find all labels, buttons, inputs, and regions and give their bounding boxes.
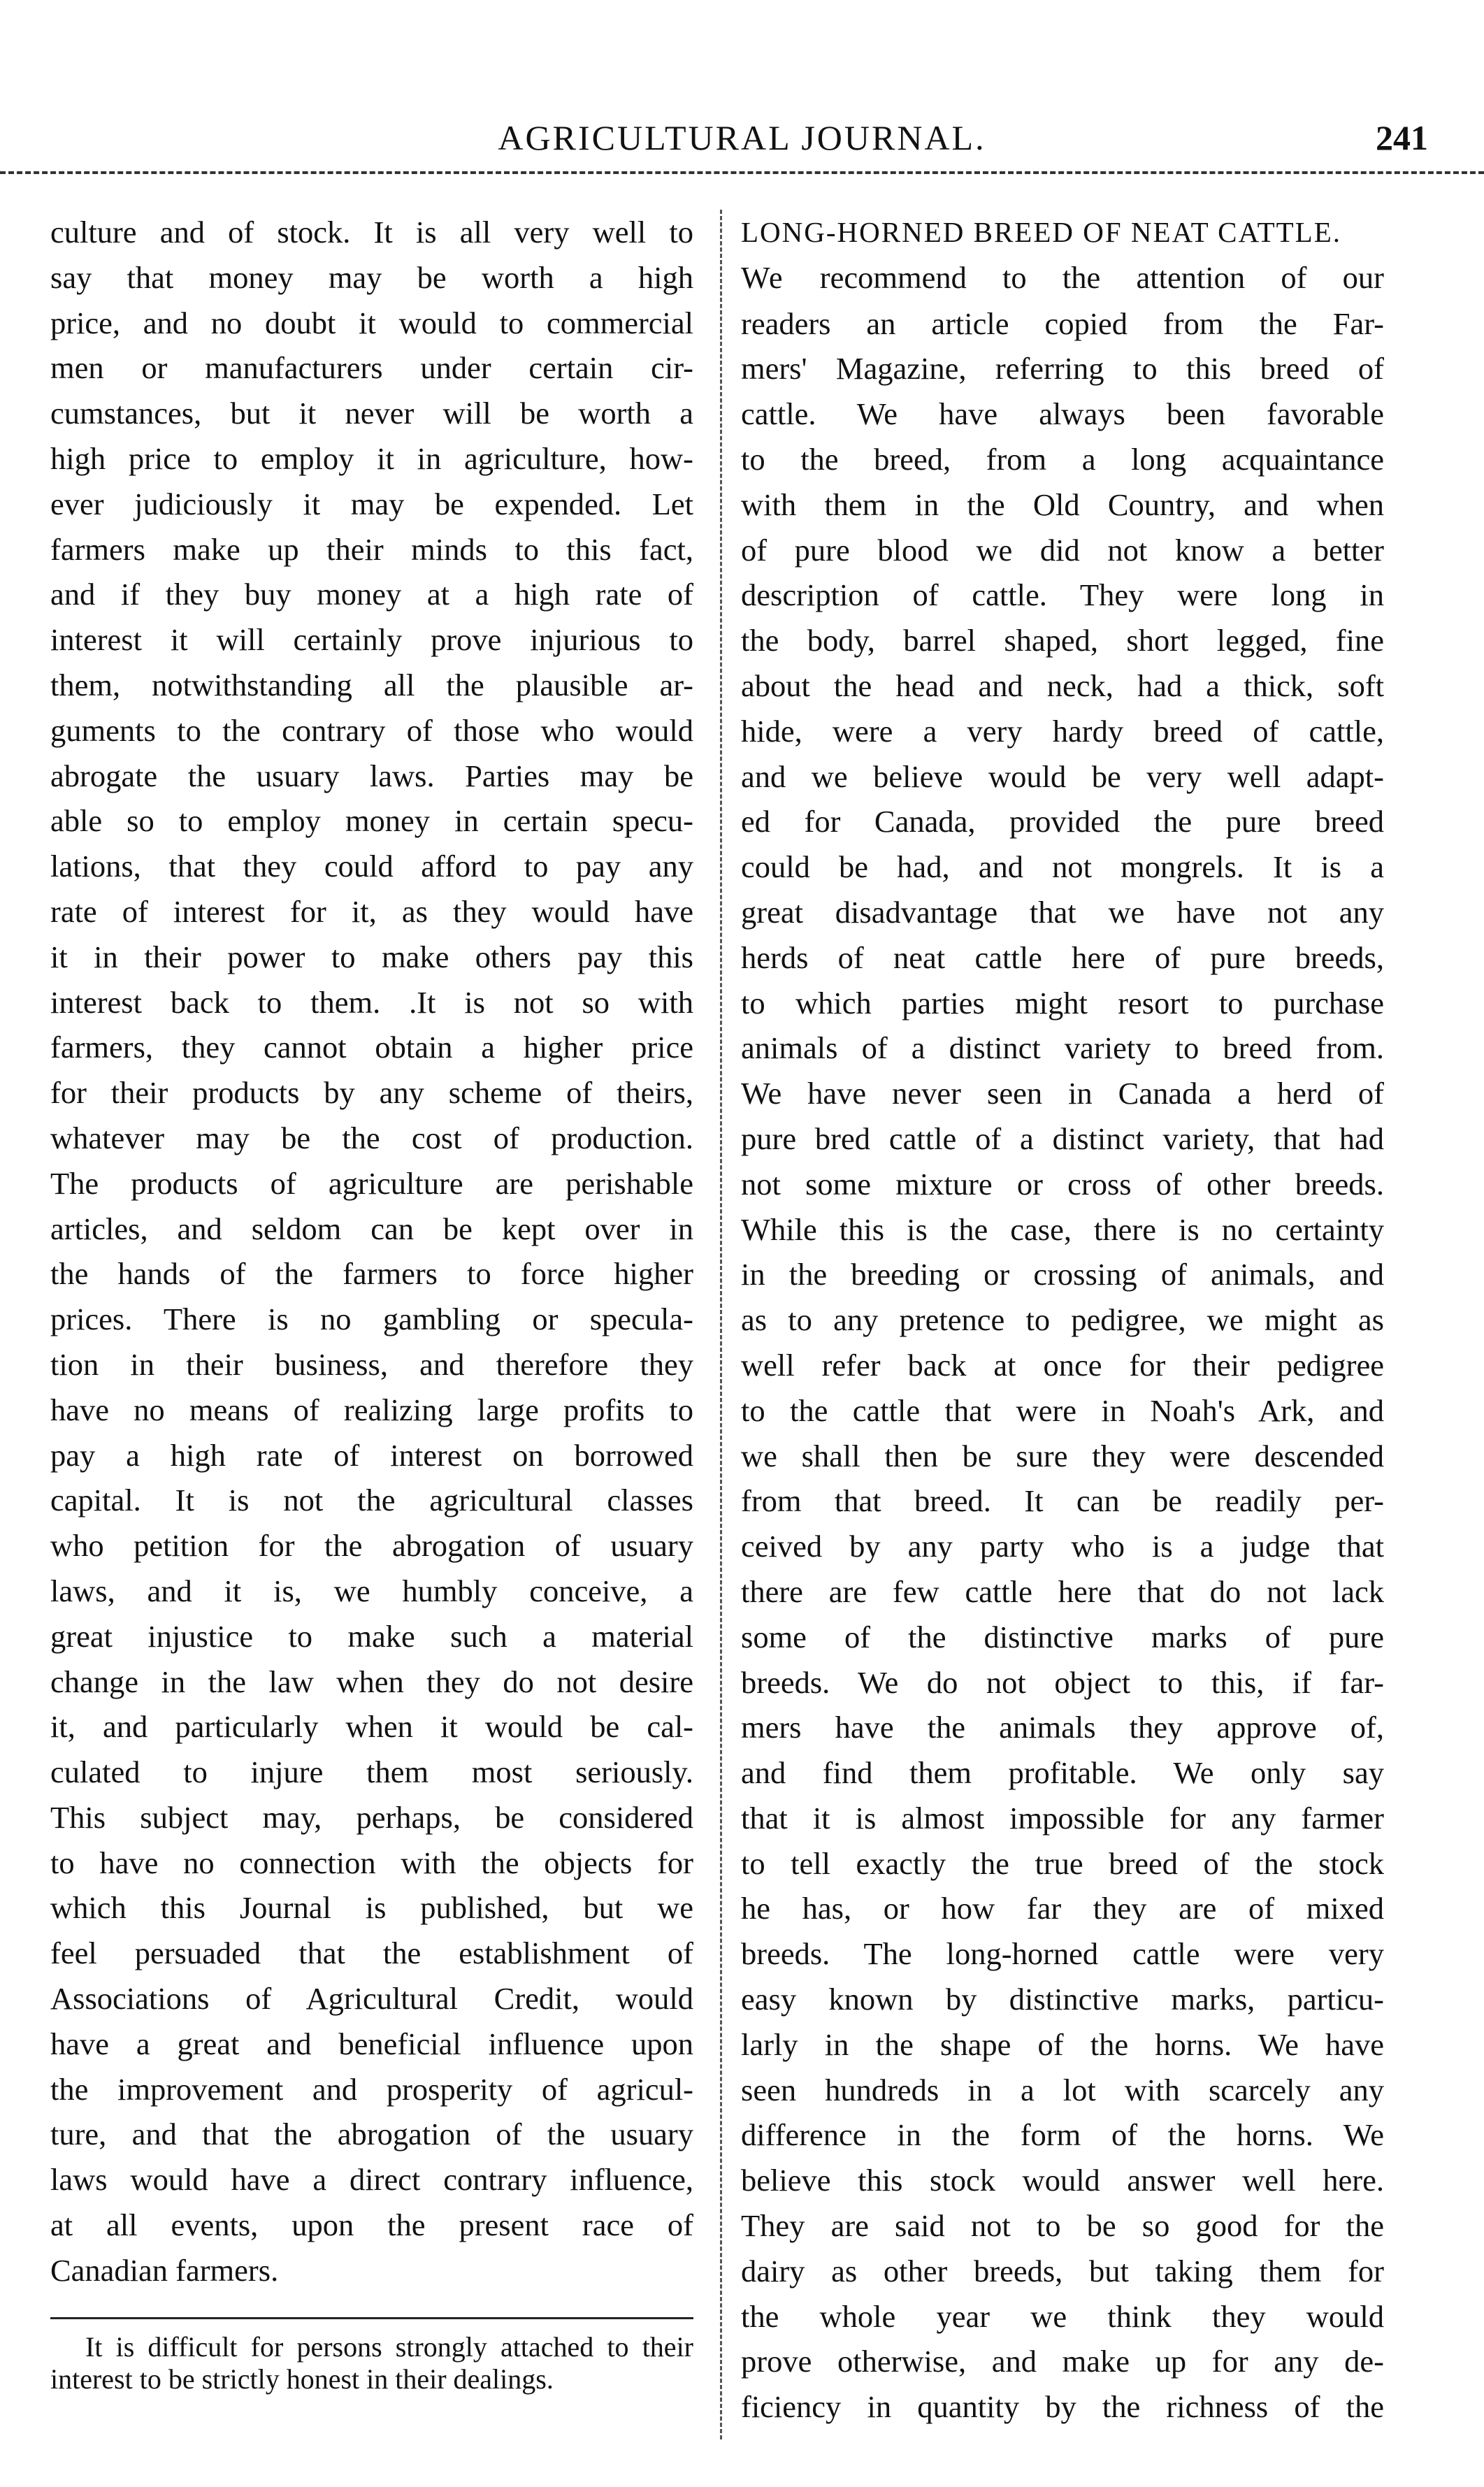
text-line: feel persuaded that the establishment of (50, 1935, 693, 1971)
text-line: high price to employ it in agriculture, how- (50, 440, 693, 476)
text-line: well refer back at once for their pedigree (741, 1347, 1384, 1383)
page-number: 241 (1376, 118, 1428, 157)
first-line-text: recommend to the attention of our (784, 259, 1384, 295)
journal-title: AGRICULTURAL JOURNAL. (498, 118, 986, 157)
text-line: farmers make up their minds to this fact, (50, 531, 693, 567)
page-header (49, 105, 1435, 168)
text-line: capital. It is not the agricultural classes (50, 1483, 693, 1518)
text-line: for their products by any scheme of theirs, (50, 1075, 693, 1111)
text-line: great injustice to make such a material (50, 1618, 693, 1654)
text-line: interest it will certainly prove injurious to (50, 622, 693, 658)
header-rule (0, 171, 1484, 174)
text-line: dairy as other breeds, but taking them for (741, 2253, 1384, 2288)
text-line: readers an article copied from the Far- (741, 305, 1384, 341)
text-line: price, and no doubt it would to commercial (50, 305, 693, 340)
text-line: culture and of stock. It is all very well to (50, 215, 693, 250)
text-line: guments to the contrary of those who would (50, 712, 693, 748)
text-line: to which parties might resort to purchase (741, 985, 1384, 1021)
text-line: believe this stock would answer well here. (741, 2163, 1384, 2198)
text-line: breeds. The long-horned cattle were very (741, 1936, 1384, 1972)
text-line: prove otherwise, and make up for any de- (741, 2344, 1384, 2379)
drop-cap: We (741, 260, 784, 295)
text-line: them, notwithstanding all the plausible ar- (50, 667, 693, 702)
text-line: lations, that they could afford to pay any (50, 849, 693, 884)
text-line: the hands of the farmers to force higher (50, 1256, 693, 1292)
text-line: the whole year we think they would (741, 2298, 1384, 2334)
text-line: to tell exactly the true breed of the stock (741, 1845, 1384, 1881)
text-line: that it is almost impossible for any farmer (741, 1800, 1384, 1836)
text-line: able so to employ money in certain specu- (50, 803, 693, 839)
text-line: at all events, upon the present race of (50, 2207, 693, 2243)
text-line: mers' Magazine, referring to this breed of (741, 351, 1384, 387)
text-line: pure bred cattle of a distinct variety, that had (741, 1120, 1384, 1156)
text-line: This subject may, perhaps, be considered (50, 1799, 693, 1835)
text-line: and find them profitable. We only say (741, 1755, 1384, 1791)
text-line: farmers, they cannot obtain a higher price (50, 1030, 693, 1065)
text-line: have no means of realizing large profits to (50, 1392, 693, 1427)
text-line: laws, and it is, we humbly conceive, a (50, 1573, 693, 1608)
footnote-text: It is difficult for persons strongly attached to their interest to be strictly honest in their dealings. (50, 2331, 693, 2395)
column-divider (720, 210, 722, 2439)
text-line: to have no connection with the objects for (50, 1845, 693, 1880)
text-line: abrogate the usuary laws. Parties may be (50, 758, 693, 793)
text-line: culated to injure them most seriously. (50, 1754, 693, 1790)
text-line: While this is the case, there is no certainty (741, 1211, 1384, 1247)
text-line: The products of agriculture are perishable (50, 1165, 693, 1201)
right-column (741, 210, 1384, 2425)
text-line: in the breeding or crossing of animals, and (741, 1257, 1384, 1292)
text-line: We have never seen in Canada a herd of (741, 1076, 1384, 1111)
text-line: the improvement and prosperity of agricul- (50, 2071, 693, 2107)
text-line: not some mixture or cross of other breeds. (741, 1166, 1384, 1202)
text-line: ed for Canada, provided the pure breed (741, 804, 1384, 839)
text-line: who petition for the abrogation of usuary (50, 1528, 693, 1564)
text-line: could be had, and not mongrels. It is a (741, 849, 1384, 885)
text-line: animals of a distinct variety to breed from. (741, 1030, 1384, 1066)
text-line: easy known by distinctive marks, particu- (741, 1982, 1384, 2017)
text-line: prices. There is no gambling or specula- (50, 1302, 693, 1337)
text-line: it in their power to make others pay this (50, 939, 693, 974)
text-line: mers have the animals they approve of, (741, 1710, 1384, 1745)
text-line: and if they buy money at a high rate of (50, 577, 693, 612)
text-line: Canadian farmers. (50, 2252, 279, 2288)
text-line: change in the law when they do not desire (50, 1664, 693, 1699)
text-line: seen hundreds in a lot with scarcely any (741, 2072, 1384, 2107)
text-line: herds of neat cattle here of pure breeds, (741, 939, 1384, 975)
text-line: which this Journal is published, but we (50, 1890, 693, 1926)
text-line: great disadvantage that we have not any (741, 894, 1384, 930)
text-line: whatever may be the cost of production. (50, 1120, 693, 1155)
text-line: men or manufacturers under certain cir- (50, 350, 693, 386)
text-line: articles, and seldom can be kept over in (50, 1211, 693, 1246)
text-line: description of cattle. They were long in (741, 577, 1384, 613)
left-column (50, 210, 693, 2418)
text-line: pay a high rate of interest on borrowed (50, 1437, 693, 1473)
text-line: from that breed. It can be readily per- (741, 1483, 1384, 1519)
text-line: hide, were a very hardy breed of cattle, (741, 713, 1384, 749)
text-line: some of the distinctive marks of pure (741, 1619, 1384, 1655)
text-line: larly in the shape of the horns. We have (741, 2026, 1384, 2062)
article-title: LONG-HORNED BREED OF NEAT CATTLE. (741, 216, 1342, 248)
text-line: ture, and that the abrogation of the usuary (50, 2117, 693, 2152)
text-line: the body, barrel shaped, short legged, fine (741, 623, 1384, 658)
text-line: ficiency in quantity by the richness of the (741, 2389, 1384, 2425)
text-line: cattle. We have always been favorable (741, 396, 1384, 432)
text-line: ever judiciously it may be expended. Let (50, 486, 693, 521)
text-line: Associations of Agricultural Credit, would (50, 1981, 693, 2017)
text-line: as to any pretence to pedigree, we might as (741, 1302, 1384, 1338)
text-line: it, and particularly when it would be cal- (50, 1709, 693, 1745)
text-line: They are said not to be so good for the (741, 2208, 1384, 2244)
text-line: to the breed, from a long acquaintance (741, 441, 1384, 477)
footnote-rule (50, 2317, 693, 2319)
text-line: breeds. We do not object to this, if far- (741, 1664, 1384, 1700)
text-line: to the cattle that were in Noah's Ark, and (741, 1392, 1384, 1428)
text-line: of pure blood we did not know a better (741, 532, 1384, 568)
text-line: tion in their business, and therefore they (50, 1346, 693, 1382)
text-line: interest back to them. .It is not so with (50, 984, 693, 1020)
text-line: rate of interest for it, as they would have (50, 893, 693, 929)
text-line: there are few cattle here that do not lack (741, 1573, 1384, 1609)
text-line: have a great and beneficial influence upon (50, 2026, 693, 2061)
text-line: and we believe would be very well adapt- (741, 758, 1384, 794)
text-line: we shall then be sure they were descended (741, 1438, 1384, 1473)
text-line: about the head and neck, had a thick, soft (741, 668, 1384, 703)
text-line: say that money may be worth a high (50, 259, 693, 295)
text-line: ceived by any party who is a judge that (741, 1529, 1384, 1564)
text-line: with them in the Old Country, and when (741, 486, 1384, 522)
text-line: laws would have a direct contrary influence, (50, 2162, 693, 2198)
article-first-line (741, 255, 1384, 301)
footnote (50, 2331, 693, 2395)
text-line: cumstances, but it never will be worth a (50, 396, 693, 431)
text-line: difference in the form of the horns. We (741, 2117, 1384, 2153)
text-line: he has, or how far they are of mixed (741, 1891, 1384, 1926)
